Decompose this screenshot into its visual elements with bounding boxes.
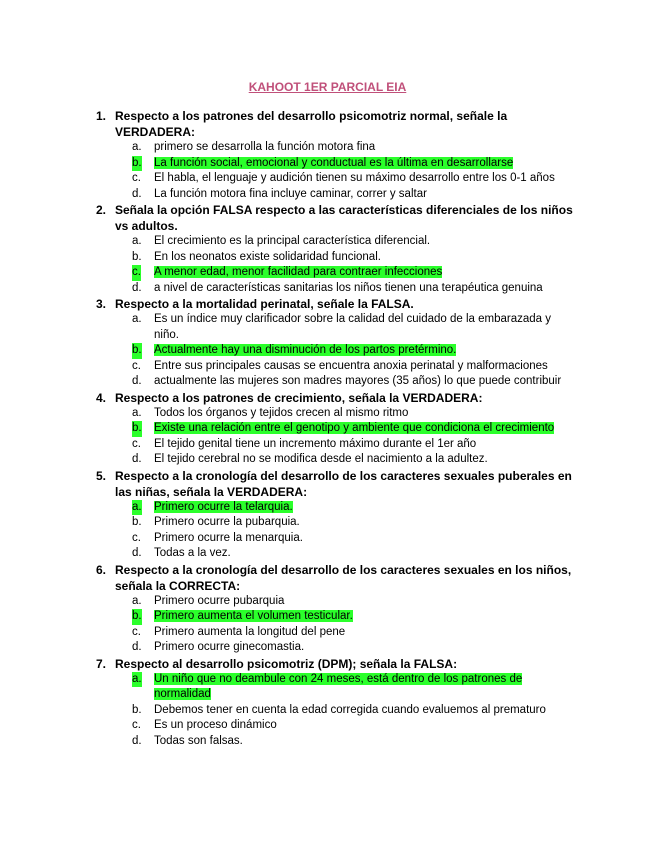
- question-stem: [96, 468, 576, 500]
- answer-option: [96, 734, 576, 750]
- option-list: [96, 500, 576, 562]
- option-letter: b.: [132, 703, 142, 716]
- question-stem: [96, 296, 576, 312]
- answer-option: [96, 187, 576, 203]
- answer-option: [96, 281, 576, 297]
- option-letter: a.: [132, 141, 142, 153]
- option-letter: a.: [132, 406, 142, 419]
- option-letter: b.: [132, 250, 142, 263]
- answer-option: [96, 265, 576, 281]
- answer-option: [96, 672, 576, 703]
- correct-answer-highlight: Un niño que no deambule con 24 meses, está dentro de los patrones de normalidad: [154, 672, 523, 700]
- correct-answer-highlight: Existe una relación entre el genotipo y ambiente que condiciona el crecimiento: [154, 422, 555, 434]
- option-letter: b.: [132, 516, 142, 528]
- answer-option: [96, 515, 576, 531]
- answer-option: [96, 250, 576, 266]
- option-text: Todas a la vez.: [154, 547, 231, 559]
- option-text: actualmente las mujeres son madres mayores (35 años) lo que puede contribuir: [154, 375, 562, 387]
- option-text: El crecimiento es la principal característica diferencial.: [154, 235, 431, 247]
- question-4: [96, 390, 576, 468]
- answer-option: [96, 406, 576, 422]
- question-number: 1.: [96, 109, 107, 123]
- question-2: [96, 202, 576, 296]
- option-list: [96, 312, 576, 390]
- option-text: Primero ocurre pubarquia: [154, 594, 285, 607]
- question-5: [96, 468, 576, 562]
- option-list: [96, 140, 576, 202]
- option-letter: b.: [132, 421, 142, 437]
- option-text: Primero aumenta la longitud del pene: [154, 625, 346, 638]
- option-letter: b.: [132, 156, 142, 172]
- correct-answer-highlight: Primero ocurre la telarquia.: [154, 500, 293, 513]
- question-stem: [96, 390, 576, 406]
- option-letter: d.: [132, 547, 142, 559]
- answer-option: [96, 703, 576, 719]
- answer-option: [96, 343, 576, 359]
- answer-option: [96, 640, 576, 656]
- answer-option: [96, 452, 576, 468]
- option-text: La función motora fina incluye caminar, correr y saltar: [154, 187, 427, 200]
- option-letter: c.: [132, 625, 141, 638]
- option-text: Debemos tener en cuenta la edad corregida cuando evaluemos al prematuro: [154, 703, 546, 716]
- question-number: 2.: [96, 203, 107, 217]
- option-letter: a.: [132, 500, 142, 516]
- option-text: Primero ocurre la pubarquia.: [154, 516, 300, 528]
- option-letter: b.: [132, 343, 142, 359]
- question-stem: [96, 562, 576, 594]
- option-text: a nivel de características sanitarias los niños tienen una terapéutica genuina: [154, 281, 543, 294]
- option-letter: d.: [132, 453, 142, 465]
- option-text: primero se desarrolla la función motora fina: [154, 141, 376, 153]
- question-list: [96, 108, 576, 749]
- question-text: Respecto a los patrones de crecimiento, señala la VERDADERA:: [115, 390, 483, 405]
- option-letter: a.: [132, 672, 142, 688]
- option-letter: c.: [132, 531, 141, 544]
- correct-answer-highlight: Primero aumenta el volumen testicular.: [154, 610, 353, 622]
- option-letter: d.: [132, 281, 142, 294]
- option-text: En los neonatos existe solidaridad funcional.: [154, 250, 381, 263]
- question-stem: [96, 108, 576, 140]
- option-text: Es un índice muy clarificador sobre la calidad del cuidado de la embarazada y niño.: [154, 313, 551, 341]
- option-text: Es un proceso dinámico: [154, 719, 277, 731]
- correct-answer-highlight: Actualmente hay una disminución de los partos pretérmino.: [154, 344, 457, 356]
- question-number: 7.: [96, 656, 107, 671]
- option-list: [96, 594, 576, 656]
- answer-option: [96, 546, 576, 562]
- question-text: Respecto a la mortalidad perinatal, señale la FALSA.: [115, 297, 414, 311]
- question-1: [96, 108, 576, 202]
- option-text: Primero ocurre la menarquia.: [154, 531, 303, 544]
- option-text: El tejido cerebral no se modifica desde el nacimiento a la adultez.: [154, 453, 488, 465]
- question-text: Respecto a los patrones del desarrollo psicomotriz normal, señale la VERDADERA:: [115, 109, 508, 139]
- question-text: Respecto a la cronología del desarrollo de los caracteres sexuales en los niños, señala la CORRECTA:: [115, 562, 572, 593]
- answer-option: [96, 500, 576, 516]
- question-stem: [96, 656, 576, 672]
- question-stem: [96, 202, 576, 234]
- question-number: 5.: [96, 468, 107, 483]
- option-letter: d.: [132, 187, 142, 200]
- option-letter: c.: [132, 437, 141, 450]
- answer-option: [96, 156, 576, 172]
- option-text: Todos los órganos y tejidos crecen al mismo ritmo: [154, 406, 409, 419]
- option-letter: c.: [132, 719, 141, 731]
- answer-option: [96, 421, 576, 437]
- question-number: 6.: [96, 562, 107, 577]
- option-text: El tejido genital tiene un incremento máximo durante el 1er año: [154, 437, 477, 450]
- answer-option: [96, 140, 576, 156]
- question-text: Señala la opción FALSA respecto a las características diferenciales de los niños vs adultos.: [115, 203, 573, 233]
- option-letter: b.: [132, 609, 142, 625]
- document-title: KAHOOT 1ER PARCIAL EIA: [248, 80, 407, 94]
- answer-option: [96, 171, 576, 187]
- question-number: 4.: [96, 390, 107, 405]
- option-letter: a.: [132, 594, 142, 607]
- correct-answer-highlight: A menor edad, menor facilidad para contraer infecciones: [154, 266, 443, 278]
- option-letter: c.: [132, 172, 141, 184]
- answer-option: [96, 609, 576, 625]
- question-text: Respecto a la cronología del desarrollo de los caracteres sexuales puberales en las niñas, señala la VERDADERA:: [115, 468, 572, 499]
- question-text: Respecto al desarrollo psicomotriz (DPM); señala la FALSA:: [115, 656, 458, 671]
- correct-answer-highlight: La función social, emocional y conductual es la última en desarrollarse: [154, 156, 514, 169]
- answer-option: [96, 594, 576, 610]
- option-letter: c.: [132, 265, 141, 281]
- answer-option: [96, 374, 576, 390]
- option-text: Entre sus principales causas se encuentra anoxia perinatal y malformaciones: [154, 359, 548, 372]
- question-3: [96, 296, 576, 390]
- answer-option: [96, 437, 576, 453]
- option-text: Todas son falsas.: [154, 734, 243, 747]
- option-letter: d.: [132, 375, 142, 387]
- option-list: [96, 672, 576, 750]
- answer-option: [96, 312, 576, 343]
- option-text: Primero ocurre ginecomastia.: [154, 641, 305, 653]
- question-6: [96, 562, 576, 656]
- question-number: 3.: [96, 297, 107, 311]
- answer-option: [96, 625, 576, 641]
- option-letter: a.: [132, 313, 142, 325]
- option-letter: a.: [132, 235, 142, 247]
- option-letter: c.: [132, 359, 141, 372]
- answer-option: [96, 531, 576, 547]
- answer-option: [96, 359, 576, 375]
- option-letter: d.: [132, 641, 142, 653]
- option-letter: d.: [132, 734, 142, 747]
- option-text: El habla, el lenguaje y audición tienen su máximo desarrollo entre los 0-1 años: [154, 172, 555, 184]
- option-list: [96, 406, 576, 468]
- answer-option: [96, 718, 576, 734]
- question-7: [96, 656, 576, 750]
- option-list: [96, 234, 576, 296]
- answer-option: [96, 234, 576, 250]
